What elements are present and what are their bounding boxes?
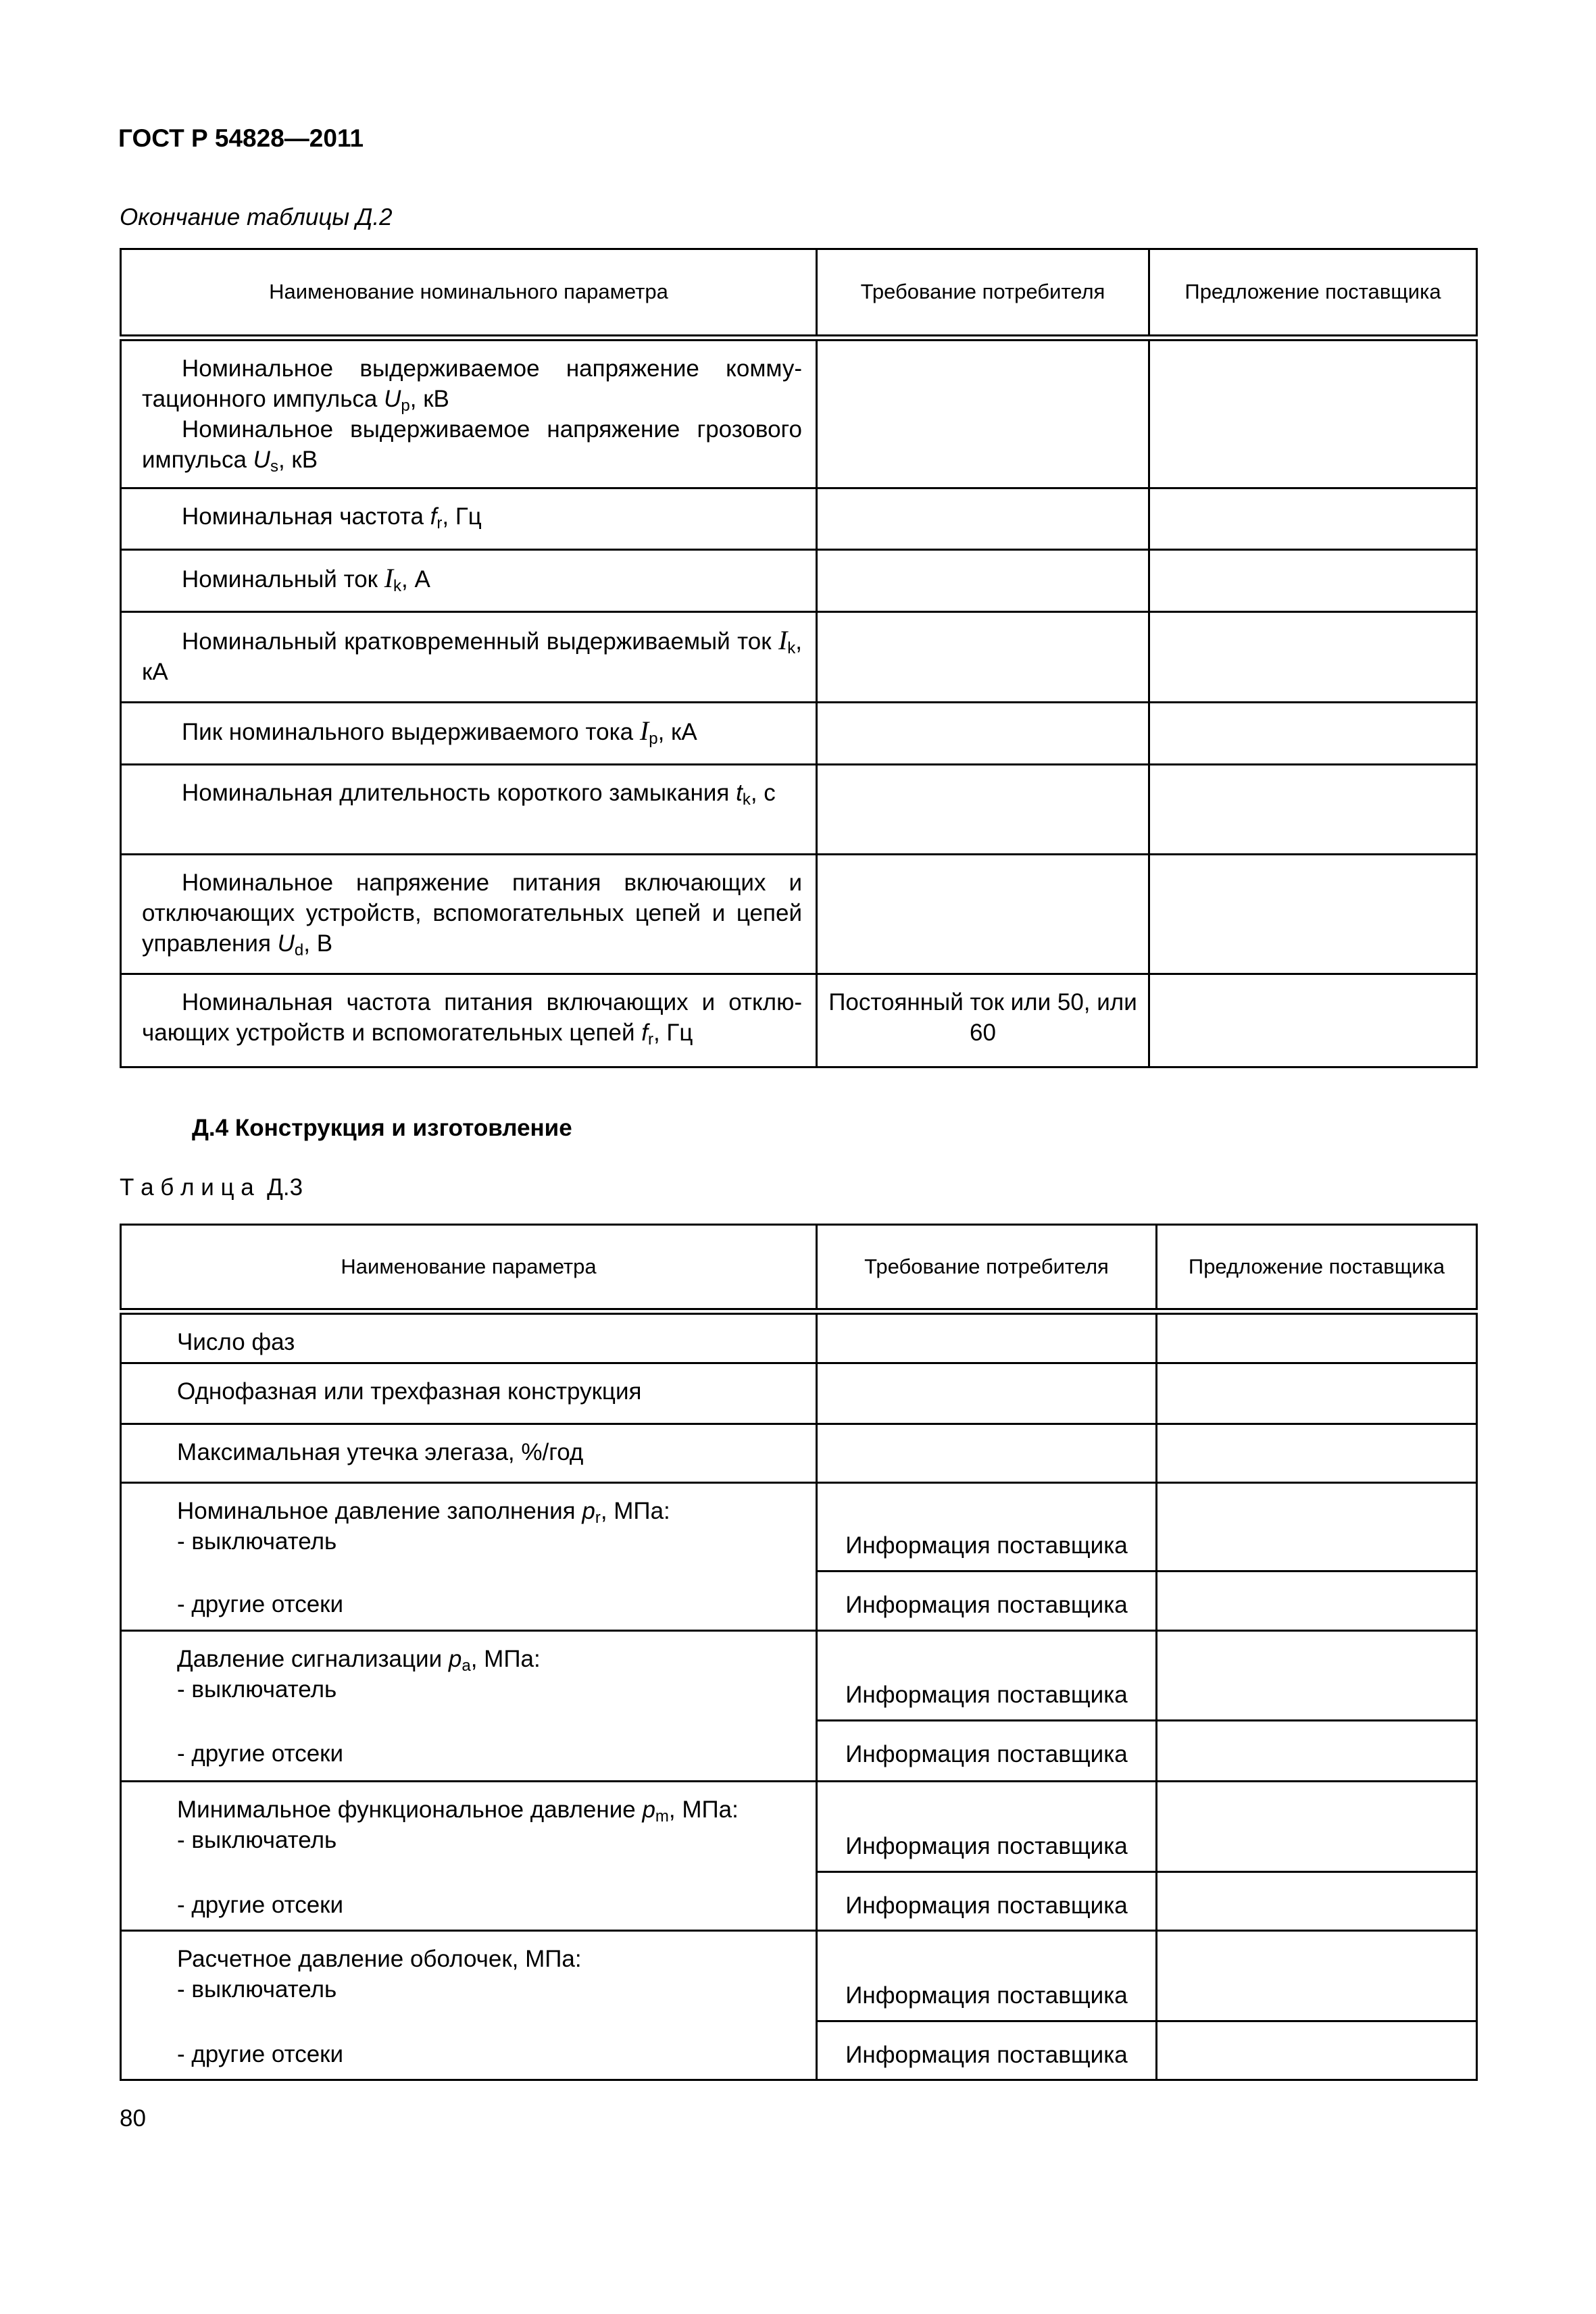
param-subscript: d: [294, 940, 304, 959]
sub-item-breaker: - выключатель: [177, 1827, 337, 1853]
param-symbol: U: [384, 385, 401, 412]
offer-cell: [1149, 854, 1477, 974]
parameter-cell: [121, 1571, 817, 1631]
parameter-cell: [121, 764, 817, 854]
parameter-cell: [121, 2021, 817, 2080]
requirement-cell: Информация поставщика: [817, 1782, 1157, 1872]
table-row: [121, 488, 1477, 549]
parameter-cell: [121, 1631, 817, 1721]
offer-cell: [1149, 974, 1477, 1067]
param-subscript: k: [787, 638, 796, 657]
parameter-cell: [121, 1424, 817, 1483]
parameter-cell: [121, 974, 817, 1067]
table-d3: [120, 1224, 1478, 2081]
column-header-offer: Предложение поставщика: [1149, 249, 1477, 338]
parameter-name: [177, 1496, 802, 1526]
param-text: Номинальное выдерживаемое напряжение грозового импульса: [142, 416, 802, 473]
sub-item-other-compartments: - другие отсеки: [177, 1590, 344, 1617]
sub-item-other-compartments: - другие отсеки: [177, 2040, 344, 2067]
table-row: [121, 2021, 1477, 2080]
param-subscript: k: [393, 576, 402, 595]
param-subscript: p: [649, 729, 658, 748]
param-unit: , кА: [142, 628, 802, 685]
table-row: [121, 1631, 1477, 1721]
parameter-name: [177, 1944, 802, 1974]
param-symbol: I: [778, 624, 788, 655]
offer-cell: [1149, 702, 1477, 764]
parameter-cell: [121, 854, 817, 974]
sub-item-breaker: - выключатель: [177, 1676, 337, 1703]
column-header-parameter: Наименование параметра: [121, 1225, 817, 1311]
table-continuation-caption: Окончание таблицы Д.2: [120, 204, 393, 230]
table-row: [121, 1782, 1477, 1872]
parameter-name: Число фаз: [177, 1328, 295, 1355]
param-text: Номинальная частота питания включающих и отключающих устройств и вспомогательных цепей: [142, 988, 802, 1046]
parameter-cell: [121, 488, 817, 549]
page-number: 80: [120, 2105, 146, 2132]
parameter-cell: [121, 1721, 817, 1782]
requirement-cell: Информация поставщика: [817, 1483, 1157, 1571]
parameter-name: [142, 501, 802, 532]
table-row: [121, 338, 1477, 488]
param-text: Номинальная частота: [182, 503, 430, 530]
requirement-cell: [817, 1311, 1157, 1363]
param-symbol: t: [736, 779, 743, 806]
param-text: Номинальное выдерживаемое напряжение коммутационного импульса: [142, 355, 802, 412]
param-unit: , А: [401, 565, 430, 593]
param-unit: , МПа:: [668, 1796, 739, 1823]
param-subscript: r: [437, 513, 443, 532]
table-row: [121, 1872, 1477, 1931]
offer-cell: [1157, 1931, 1477, 2021]
parameter-cell: [121, 1872, 817, 1931]
offer-cell: [1157, 1571, 1477, 1631]
param-text: Номинальная длительность короткого замыкания: [182, 779, 737, 806]
table-row: [121, 1571, 1477, 1631]
offer-cell: [1149, 549, 1477, 611]
sub-item-breaker: - выключатель: [177, 1528, 337, 1555]
parameter-cell: [121, 1311, 817, 1363]
requirement-cell: Информация поставщика: [817, 1872, 1157, 1931]
requirement-cell: Информация поставщика: [817, 1571, 1157, 1631]
offer-cell: [1149, 338, 1477, 488]
offer-cell: [1157, 1363, 1477, 1424]
param-unit: , Гц: [442, 503, 482, 530]
column-header-requirement: Требование потребителя: [817, 1225, 1157, 1311]
requirement-cell: Информация поставщика: [817, 1721, 1157, 1782]
param-text: Пик номинального выдерживаемого тока: [182, 718, 640, 745]
parameter-cell: [121, 702, 817, 764]
parameter-name: [142, 715, 802, 747]
offer-cell: [1157, 1782, 1477, 1872]
table-row: [121, 611, 1477, 702]
offer-cell: [1157, 1483, 1477, 1571]
param-symbol: U: [253, 446, 270, 473]
parameter-cell: [121, 1363, 817, 1424]
parameter-name: [177, 1644, 802, 1674]
parameter-name: [177, 1794, 802, 1825]
column-header-offer: Предложение поставщика: [1157, 1225, 1477, 1311]
param-symbol: I: [384, 562, 394, 593]
requirement-cell: [817, 764, 1149, 854]
requirement-cell: [817, 854, 1149, 974]
param-unit: , кА: [657, 718, 697, 745]
table-row: [121, 1311, 1477, 1363]
parameter-name: [142, 778, 802, 808]
table-d2: [120, 248, 1478, 1068]
parameter-cell: [121, 1782, 817, 1872]
sub-item-breaker: - выключатель: [177, 1976, 337, 2003]
param-symbol: f: [430, 503, 437, 530]
sub-item-other-compartments: - другие отсеки: [177, 1891, 344, 1918]
table-row: [121, 1721, 1477, 1782]
offer-cell: [1157, 1424, 1477, 1483]
table-row: [121, 764, 1477, 854]
parameter-name: [142, 563, 802, 595]
offer-cell: [1157, 1311, 1477, 1363]
param-unit: , В: [303, 930, 333, 957]
param-unit: , с: [750, 779, 776, 806]
param-symbol: f: [641, 1019, 648, 1046]
offer-cell: [1157, 1721, 1477, 1782]
section-title: Д.4 Конструкция и изготовление: [192, 1115, 572, 1141]
parameter-name: Однофазная или трехфазная конструкция: [177, 1378, 642, 1405]
param-subscript: p: [401, 396, 410, 415]
requirement-cell: [817, 1363, 1157, 1424]
column-header-parameter: Наименование номинального параметра: [121, 249, 817, 338]
offer-cell: [1157, 1631, 1477, 1721]
table-row: [121, 974, 1477, 1067]
param-text: Номинальное давление заполнения: [177, 1498, 582, 1524]
parameter-name: [142, 867, 802, 959]
document-id: ГОСТ Р 54828—2011: [118, 124, 364, 152]
parameter-cell: [121, 1483, 817, 1571]
param-text: Давление сигнализации: [177, 1646, 449, 1672]
table-row: [121, 702, 1477, 764]
offer-cell: [1149, 488, 1477, 549]
param-subscript: m: [655, 1807, 669, 1826]
param-unit: , Гц: [653, 1019, 693, 1046]
table-row: [121, 1363, 1477, 1424]
param-unit: , МПа:: [470, 1646, 541, 1672]
param-subscript: s: [270, 457, 278, 476]
param-subscript: k: [742, 790, 751, 809]
parameter-cell: [121, 611, 817, 702]
param-text: Номинальное напряжение питания включающих и отключающих устройств, вспомогательных цепей и цепей управления: [142, 869, 802, 957]
requirement-cell: [817, 488, 1149, 549]
parameter-name: [142, 625, 802, 687]
param-unit: , МПа:: [600, 1498, 670, 1524]
requirement-cell: [817, 611, 1149, 702]
offer-cell: [1157, 1872, 1477, 1931]
param-text: Номинальный ток: [182, 565, 384, 593]
offer-cell: [1157, 2021, 1477, 2080]
requirement-cell: Информация поставщика: [817, 1631, 1157, 1721]
sub-item-other-compartments: - другие отсеки: [177, 1740, 344, 1767]
param-symbol: U: [277, 930, 295, 957]
parameter-name: Максимальная утечка элегаза, %/год: [177, 1439, 584, 1465]
parameter-cell: [121, 549, 817, 611]
param-unit: , кВ: [409, 385, 449, 412]
table-row: [121, 1483, 1477, 1571]
parameter-name: [142, 353, 802, 414]
requirement-cell: [817, 338, 1149, 488]
requirement-cell: Информация поставщика: [817, 1931, 1157, 2021]
param-subscript: a: [462, 1657, 471, 1675]
requirement-cell: [817, 702, 1149, 764]
param-text: Расчетное давление оболочек, МПа:: [177, 1946, 582, 1972]
param-subscript: r: [647, 1030, 653, 1049]
param-text: Минимальное функциональное давление: [177, 1796, 643, 1823]
parameter-cell: [121, 1931, 817, 2021]
parameter-name: [142, 414, 802, 475]
table-caption: Т а б л и ц а Д.3: [120, 1174, 303, 1201]
offer-cell: [1149, 611, 1477, 702]
parameter-cell: [121, 338, 817, 488]
parameter-name: [142, 987, 802, 1048]
table-row: [121, 1424, 1477, 1483]
offer-cell: [1149, 764, 1477, 854]
requirement-cell: [817, 1424, 1157, 1483]
requirement-cell: [817, 549, 1149, 611]
requirement-cell: Информация поставщика: [817, 2021, 1157, 2080]
param-symbol: p: [582, 1498, 595, 1524]
column-header-requirement: Требование потребителя: [817, 249, 1149, 338]
param-text: Номинальный кратковременный выдерживаемый ток: [182, 628, 778, 655]
param-subscript: r: [595, 1509, 601, 1527]
table-row: [121, 854, 1477, 974]
table-row: [121, 549, 1477, 611]
param-symbol: p: [642, 1796, 655, 1823]
table-row: [121, 1931, 1477, 2021]
requirement-cell: Постоянный ток или 50, или 60: [817, 974, 1149, 1067]
param-unit: , кВ: [278, 446, 318, 473]
param-symbol: I: [639, 715, 649, 746]
param-symbol: p: [448, 1646, 462, 1672]
